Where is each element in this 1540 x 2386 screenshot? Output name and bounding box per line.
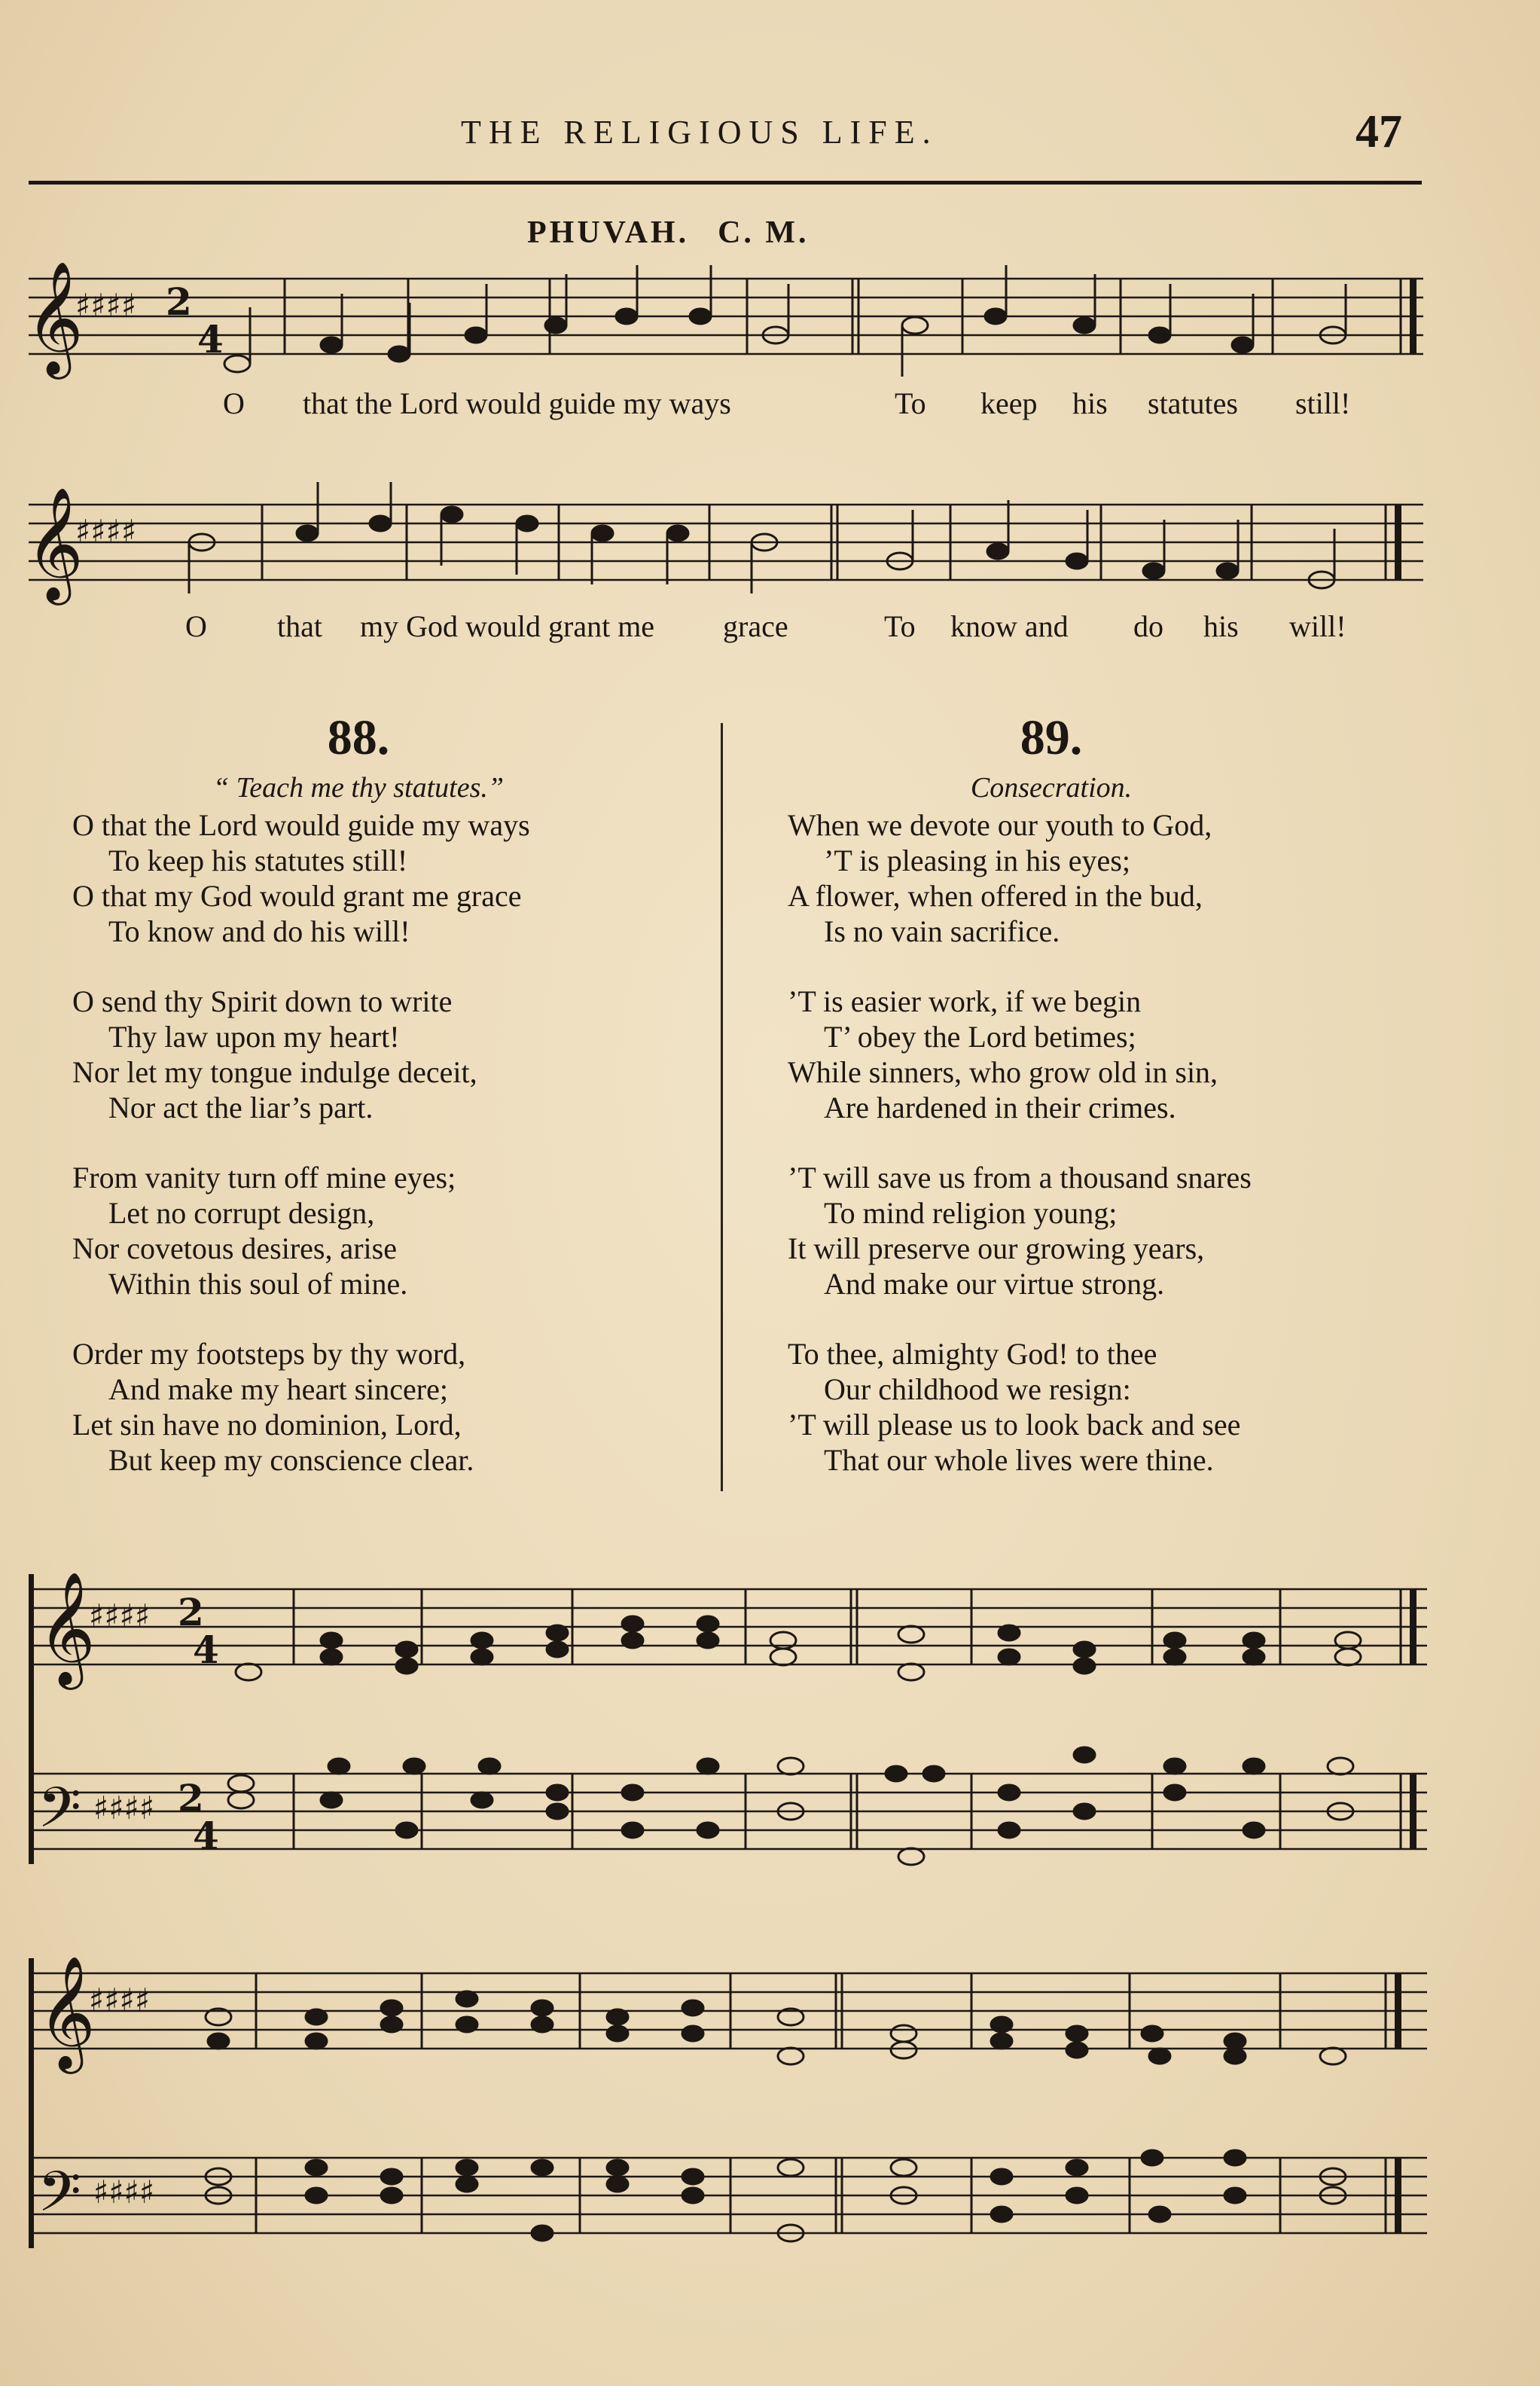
verse-line: Nor act the liar’s part. — [108, 1091, 374, 1124]
verse-line: Thy law upon my heart! — [108, 1020, 400, 1054]
score-system-1 — [0, 1552, 1540, 1883]
verse-line: ’T is pleasing in his eyes; — [824, 844, 1130, 877]
lyric-word: will! — [1289, 609, 1346, 643]
verse-line: That our whole lives were thine. — [824, 1443, 1214, 1477]
verse-line: Are hardened in their crimes. — [824, 1091, 1176, 1124]
lyric-word: do — [1133, 609, 1163, 643]
score-system-2 — [0, 1936, 1540, 2267]
tune-title — [527, 215, 838, 251]
verse-line: Nor let my tongue indulge deceit, — [72, 1055, 477, 1089]
lyric-word: grace — [723, 609, 788, 643]
verse-line: ’T is easier work, if we begin — [788, 984, 1142, 1018]
treble-clef-icon: 𝄞 — [38, 1570, 96, 1685]
key-signature-sharps-icon: ♯♯♯♯ — [89, 1597, 151, 1634]
verse-line: Let sin have no dominion, Lord, — [72, 1408, 462, 1442]
verse-line: But keep my conscience clear. — [108, 1443, 474, 1477]
verse-line: O that my God would grant me grace — [72, 879, 522, 913]
treble-clef-icon: 𝄞 — [38, 1954, 96, 2069]
lyric-word: his — [1203, 609, 1239, 643]
melody-staff-1 — [0, 256, 1540, 392]
lyric-word: his — [1072, 386, 1108, 420]
hymn-88 — [72, 708, 720, 1478]
stanza-1 — [788, 807, 1435, 949]
page-number: 47 — [1356, 106, 1402, 157]
column-divider — [721, 723, 723, 1491]
stanza-2 — [788, 984, 1435, 1125]
verse-line: T’ obey the Lord betimes; — [824, 1020, 1136, 1054]
tune-meter: C. M. — [718, 215, 810, 250]
time-signature-bottom: 4 — [197, 317, 224, 362]
verse-line: Order my footsteps by thy word, — [72, 1337, 466, 1371]
verse-line: To know and do his will! — [108, 914, 410, 948]
verse-line: Let no corrupt design, — [108, 1196, 375, 1230]
stanza-4 — [788, 1336, 1435, 1478]
treble-clef-icon: 𝄞 — [26, 486, 84, 600]
lyric-word: my God would grant me — [360, 609, 655, 643]
time-signature-bottom: 4 — [193, 1628, 219, 1672]
verse-line: A flower, when offered in the bud, — [788, 879, 1203, 913]
header-rule — [29, 181, 1422, 185]
bass-clef-icon: 𝄢 — [38, 1775, 81, 1854]
verse-line: It will preserve our growing years, — [788, 1231, 1205, 1265]
key-signature-sharps-icon: ♯♯♯♯ — [93, 1790, 155, 1826]
time-signature-bottom: 4 — [193, 1814, 219, 1858]
verse-line: O that the Lord would guide my ways — [72, 808, 530, 842]
verse-line: When we devote our youth to God, — [788, 808, 1212, 842]
tune-lyrics-line-2 — [0, 609, 1540, 646]
hymn-89 — [788, 708, 1435, 1478]
lyric-word: keep — [980, 386, 1038, 420]
lyric-word: To — [884, 609, 916, 643]
verse-line: O send thy Spirit down to write — [72, 984, 453, 1018]
lyric-word: still! — [1295, 386, 1351, 420]
verse-line: Our childhood we resign: — [824, 1372, 1131, 1406]
verse-line: ’T will save us from a thousand snares — [788, 1161, 1252, 1195]
running-title: THE RELIGIOUS LIFE. — [461, 114, 938, 151]
time-signature-top: 2 — [178, 1776, 204, 1820]
verse-line: Within this soul of mine. — [108, 1267, 408, 1301]
key-signature-sharps-icon: ♯♯♯♯ — [93, 2174, 155, 2211]
stanza-2 — [72, 984, 720, 1125]
lyric-word: that the Lord would guide my ways — [303, 386, 731, 420]
lyric-word: O — [185, 609, 207, 643]
stanza-3 — [72, 1160, 720, 1301]
verse-line: Nor covetous desires, arise — [72, 1231, 397, 1265]
lyric-word: To — [895, 386, 926, 420]
stanza-4 — [72, 1336, 720, 1478]
verse-line: Is no vain sacrifice. — [824, 914, 1060, 948]
stanza-3 — [788, 1160, 1435, 1301]
verse-line: To thee, almighty God! to thee — [788, 1337, 1157, 1371]
key-signature-sharps-icon: ♯♯♯♯ — [75, 513, 137, 550]
key-signature-sharps-icon: ♯♯♯♯ — [75, 287, 137, 324]
verse-line: While sinners, who grow old in sin, — [788, 1055, 1218, 1089]
tune-name: PHUVAH. — [527, 215, 690, 250]
hymn-number: 89. — [1020, 710, 1083, 765]
treble-clef-icon: 𝄞 — [26, 260, 84, 374]
verse-line: From vanity turn off mine eyes; — [72, 1161, 456, 1195]
lyric-word: that — [277, 609, 322, 643]
verse-line: And make our virtue strong. — [824, 1267, 1165, 1301]
verse-line: To mind religion young; — [824, 1196, 1118, 1230]
stanza-1 — [72, 807, 720, 949]
bass-clef-icon: 𝄢 — [38, 2159, 81, 2238]
key-signature-sharps-icon: ♯♯♯♯ — [89, 1982, 151, 2018]
lyric-word: know and — [950, 609, 1069, 643]
lyric-word: statutes — [1148, 386, 1238, 420]
melody-staff-2 — [0, 482, 1540, 610]
verse-line: And make my heart sincere; — [108, 1372, 448, 1406]
time-signature-top: 2 — [166, 279, 192, 324]
tune-lyrics-line-1 — [0, 386, 1540, 423]
time-signature-top: 2 — [178, 1590, 204, 1634]
hymn-number: 88. — [327, 710, 390, 765]
lyric-word: O — [223, 386, 245, 420]
hymn-subtitle: “ Teach me thy statutes.” — [213, 772, 504, 804]
hymn-subtitle: Consecration. — [970, 772, 1133, 804]
verse-line: ’T will please us to look back and see — [788, 1408, 1241, 1442]
verse-line: To keep his statutes still! — [108, 844, 408, 877]
